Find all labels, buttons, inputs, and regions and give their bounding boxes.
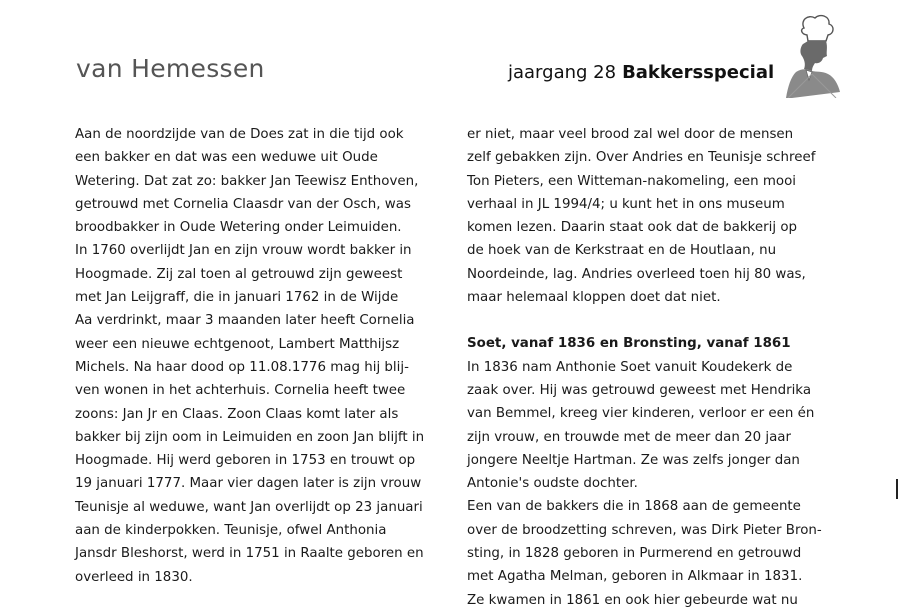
text-cursor: [896, 479, 898, 499]
text-line: komen lezen. Daarin staat ook dat de bakkerij op: [467, 220, 798, 236]
text-line: een bakker en dat was een weduwe uit Oude: [75, 150, 378, 166]
text-line: met Jan Leijgraff, die in januari 1762 in de Wijde: [75, 290, 399, 306]
paragraph-gap: [467, 309, 817, 332]
text-line: aan de kinderpokken. Teunisje, ofwel Anthonia: [75, 523, 387, 539]
text-line: bakker bij zijn oom in Leimuiden en zoon Jan blijft in: [75, 429, 425, 445]
text-line: de hoek van de Kerkstraat en de Houtlaan, nu: [467, 243, 777, 259]
text-line: Michels. Na haar dood op 11.08.1776 mag hij blij-: [75, 359, 409, 375]
text-line: zoons: Jan Jr en Claas. Zoon Claas komt later als: [75, 406, 399, 422]
text-line: zaak over. Hij was getrouwd geweest met Hendrika: [467, 382, 812, 398]
text-line: Antonie's oudste dochter.: [467, 476, 638, 492]
text-line: Teunisje al weduwe, want Jan overlijdt op 23 januari: [75, 499, 423, 515]
text-line: jongere Neeltje Hartman. Ze was zelfs jonger dan: [467, 452, 800, 468]
text-line: Ze kwamen in 1861 en ook hier gebeurde wat nu: [467, 592, 798, 608]
issue-header: [508, 62, 774, 83]
text-line: ven wonen in het achterhuis. Cornelia heeft twee: [75, 383, 406, 399]
right-column-top-text: [467, 123, 817, 309]
text-line: zelf gebakken zijn. Over Andries en Teunisje schreef: [467, 150, 816, 166]
text-line: verhaal in JL 1994/4; u kunt het in ons museum: [467, 196, 785, 212]
right-column: [467, 123, 822, 612]
issue-label: jaargang 28: [508, 62, 617, 83]
text-line: Hoogmade. Hij werd geboren in 1753 en trouwt op: [75, 453, 416, 469]
text-line: sting, in 1828 geboren in Purmerend en getrouwd: [467, 546, 802, 562]
text-line: In 1836 nam Anthonie Soet vanuit Koudekerk de: [467, 359, 793, 375]
text-line: Hoogmade. Zij zal toen al getrouwd zijn geweest: [75, 266, 403, 282]
baker-chef-silhouette-icon: [782, 14, 842, 98]
text-line: maar helemaal kloppen doet dat niet.: [467, 290, 721, 306]
text-line: Noordeinde, lag. Andries overleed toen hij 80 was,: [467, 266, 806, 282]
text-line: Een van de bakkers die in 1868 aan de gemeente: [467, 499, 801, 515]
text-line: van Bemmel, kreeg vier kinderen, verloor er een én: [467, 406, 815, 422]
text-line: overleed in 1830.: [75, 569, 193, 585]
text-line: weer een nieuwe echtgenoot, Lambert Matthijsz: [75, 336, 400, 352]
special-label: Bakkersspecial: [622, 62, 775, 83]
text-line: met Agatha Melman, geboren in Alkmaar in 1831.: [467, 569, 803, 585]
text-line: er niet, maar veel brood zal wel door de mensen: [467, 127, 794, 142]
text-line: broodbakker in Oude Wetering onder Leimuiden.: [75, 220, 402, 236]
text-line: Wetering. Dat zat zo: bakker Jan Teewisz Enthoven,: [75, 173, 419, 189]
text-line: Ton Pieters, een Witteman-nakomeling, een mooi: [467, 173, 797, 189]
text-line: Aa verdrinkt, maar 3 maanden later heeft Cornelia: [75, 313, 415, 329]
text-line: In 1760 overlijdt Jan en zijn vrouw wordt bakker in: [75, 243, 412, 259]
text-line: Jansdr Bleshorst, werd in 1751 in Raalte geboren en: [75, 546, 424, 562]
text-line: over de broodzetting schreven, was Dirk Pieter Bron-: [467, 522, 822, 538]
text-line: zijn vrouw, en trouwde met de meer dan 20 jaar: [467, 429, 792, 445]
page-header-title: van Hemessen: [76, 54, 265, 83]
text-line: getrouwd met Cornelia Claasdr van der Osch, was: [75, 196, 411, 212]
section-subheading: Soet, vanaf 1836 en Bronsting, vanaf 1861: [467, 336, 791, 352]
text-line: 19 januari 1777. Maar vier dagen later is zijn vrouw: [75, 476, 422, 492]
text-line: Aan de noordzijde van de Does zat in die tijd ook: [75, 127, 404, 142]
right-column-bottom-text: [467, 356, 822, 612]
left-column: [75, 123, 425, 589]
